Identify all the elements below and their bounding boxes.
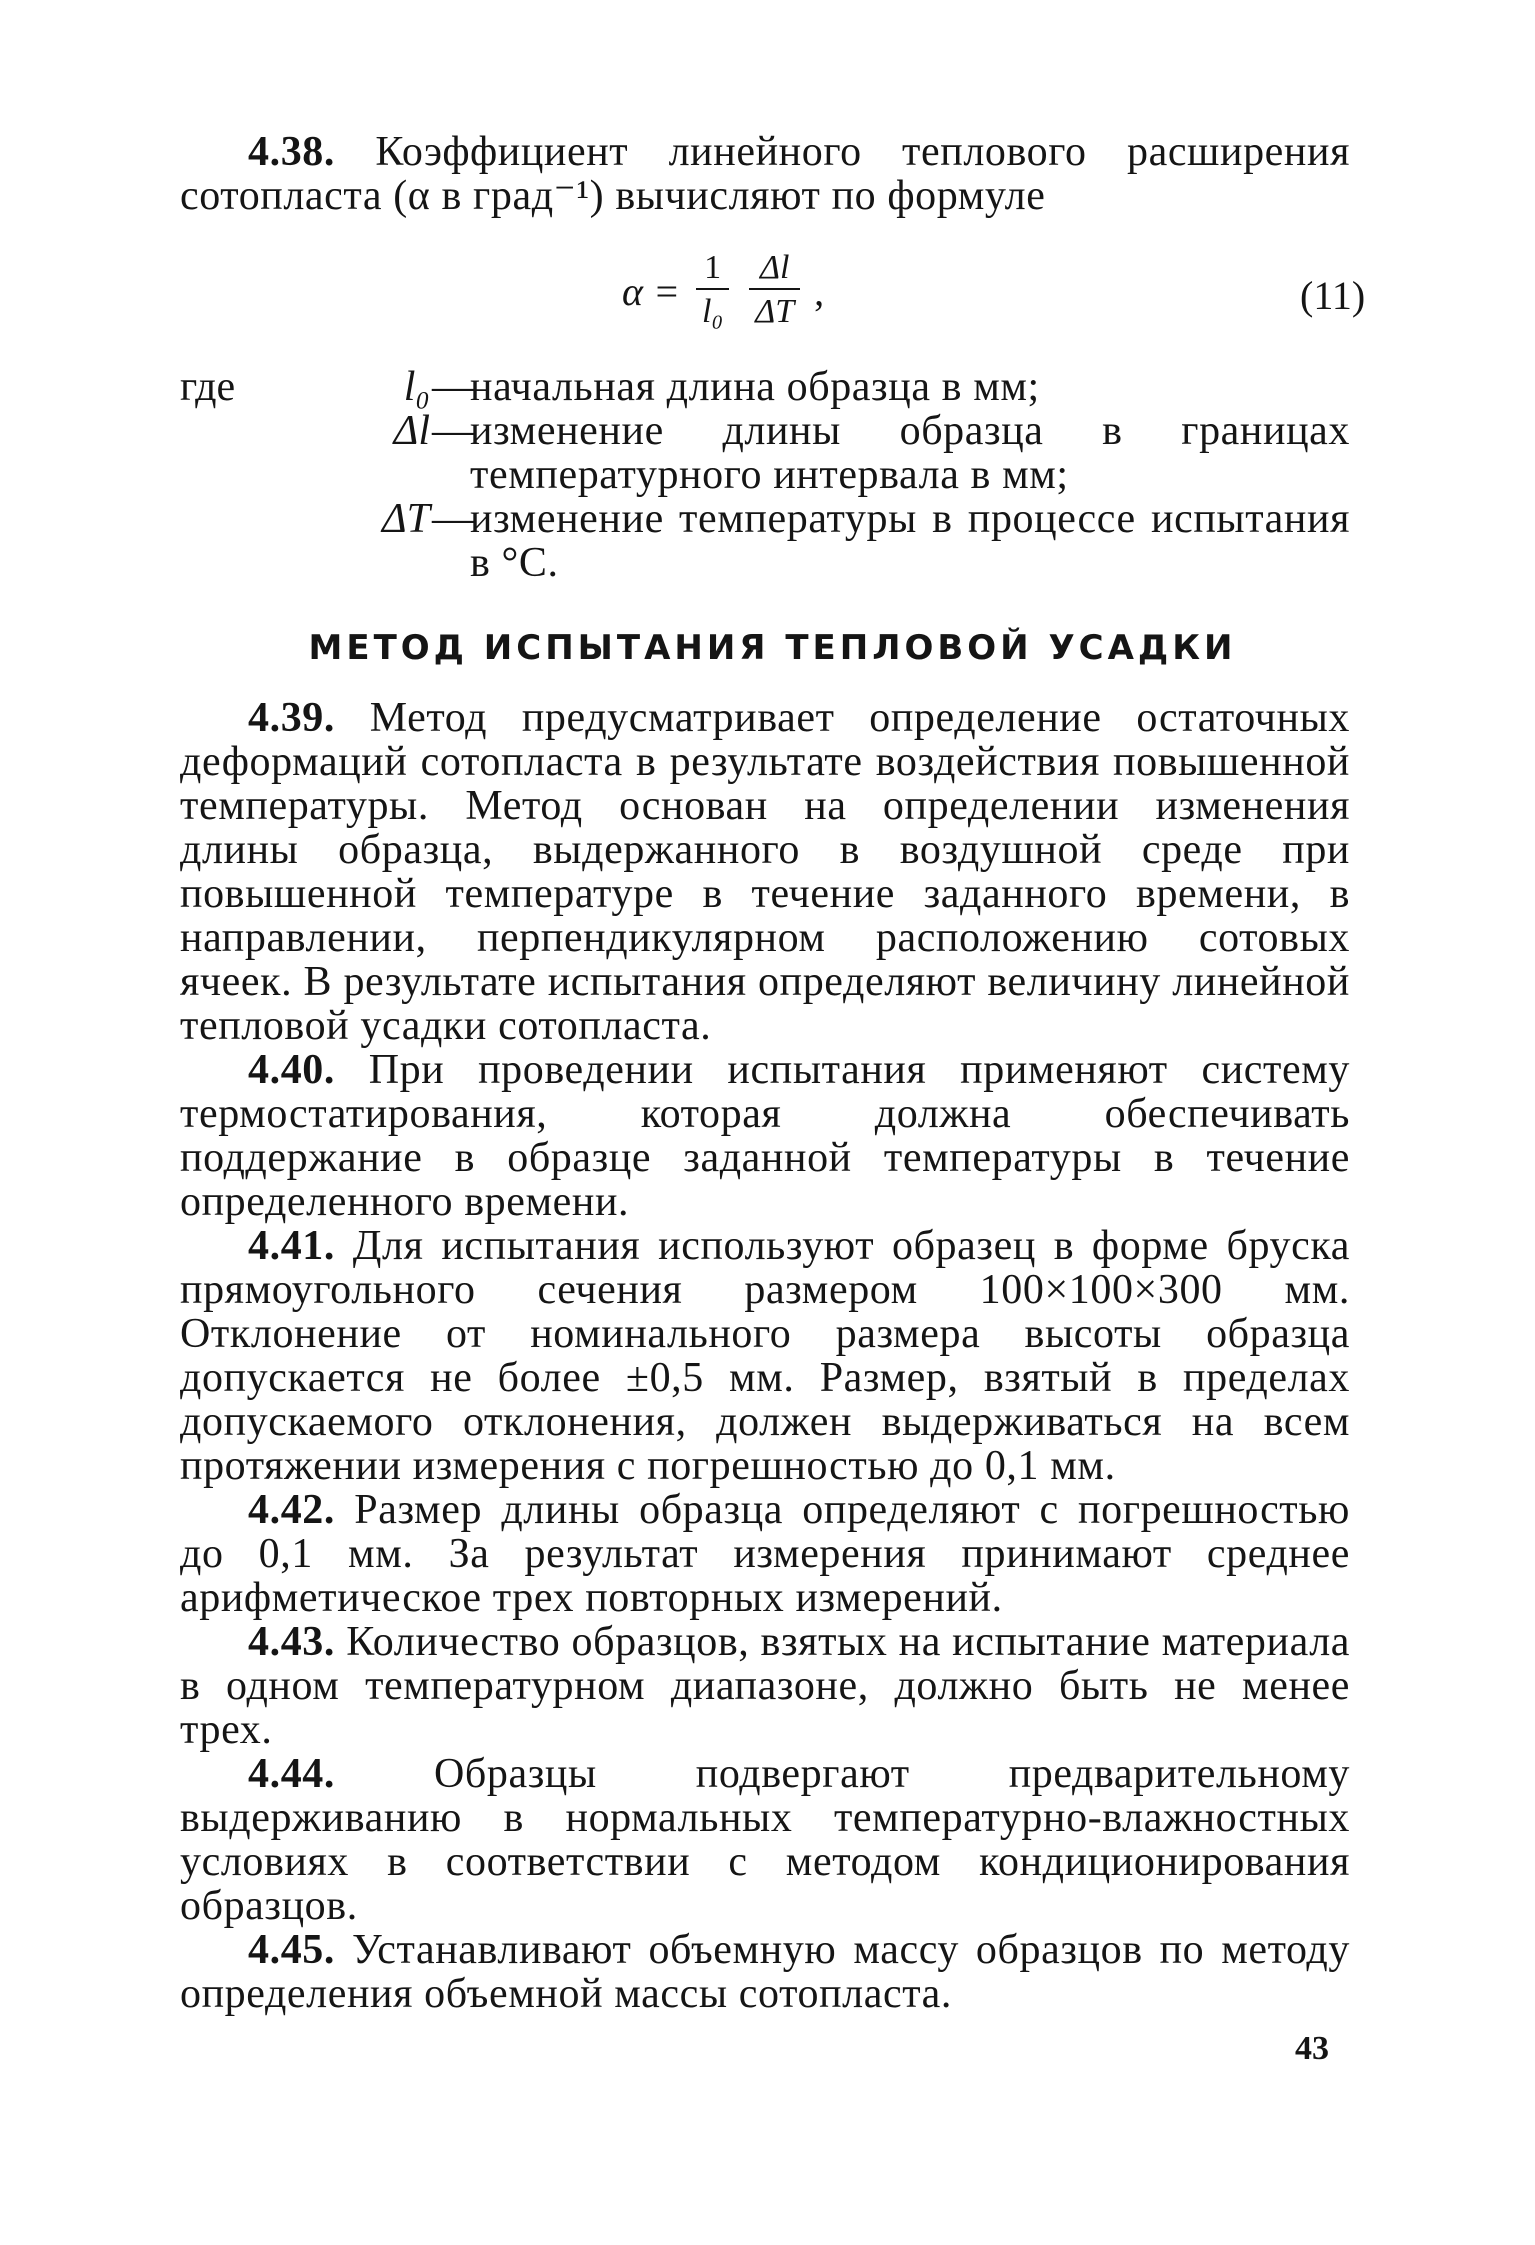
definition-l0 xyxy=(180,365,1350,409)
paragraph-4-40 xyxy=(180,1048,1350,1224)
equation-number: (11) xyxy=(1300,273,1366,318)
paragraph-number: 4.44. xyxy=(248,1751,335,1797)
paragraph-list xyxy=(180,696,1350,2016)
paragraph-4-44 xyxy=(180,1752,1350,1928)
paragraph-body: Метод предусматривает определение остаточных деформаций сотопласта в результате воздействия повышенной температуры. Метод основан на определении изменения длины образца, выдержанного в воздушной среде при повышенной температуре в течение заданного времени, в направлении, перпендикулярном расположению сотовых ячеек. В результате испытания определяют величину линейной тепловой усадки сотопласта. xyxy=(180,695,1350,1049)
definition-symbol: Δl xyxy=(393,408,430,454)
formula-lhs: α = xyxy=(622,268,680,314)
paragraph-body: Размер длины образца определяют с погрешностью до 0,1 мм. За результат измерения принимают среднее арифметическое трех повторных измерений. xyxy=(180,1487,1350,1621)
paragraph-body: Устанавливают объемную массу образцов по методу определения объемной массы сотопласта. xyxy=(180,1927,1350,2017)
formula xyxy=(622,236,824,346)
definition-dash: — xyxy=(432,364,474,410)
paragraph-4-39 xyxy=(180,696,1350,1048)
paragraph-text xyxy=(180,130,1350,218)
fraction-numerator: Δl xyxy=(760,249,790,286)
definition-dash: — xyxy=(432,408,474,454)
definition-text: изменение длины образца в границах температурного интервала в мм; xyxy=(470,408,1350,498)
paragraph-number: 4.39. xyxy=(248,695,335,741)
paragraph-number: 4.41. xyxy=(248,1223,335,1269)
paragraph-body: Коэффициент линейного теплового расширения сотопласта (α в град⁻¹) вычисляют по формуле xyxy=(180,129,1350,219)
fraction-one-over-l0 xyxy=(696,248,729,334)
paragraph-number: 4.40. xyxy=(248,1047,335,1093)
paragraph-4-45 xyxy=(180,1928,1350,2016)
paragraph-body: При проведении испытания применяют систему термостатирования, которая должна обеспечивать поддержание в образце заданной температуры в течение определенного времени. xyxy=(180,1047,1350,1225)
paragraph-body: Количество образцов, взятых на испытание материала в одном температурном диапазоне, должно быть не менее трех. xyxy=(180,1619,1350,1753)
definition-text: изменение температуры в процессе испытания в °С. xyxy=(470,496,1350,586)
paragraph-body: Образцы подвергают предварительному выдерживанию в нормальных температурно-влажностных условиях в соответствии с методом кондиционирования образцов. xyxy=(180,1751,1350,1929)
formula-block xyxy=(0,236,1535,356)
paragraph-body: Для испытания используют образец в форме бруска прямоугольного сечения размером 100×100×300 мм. Отклонение от номинального размера высоты образца допускается не более ±0,5 мм. Размер, взятый в пределах допускаемого отклонения, должен выдерживаться на всем протяжении измерения с погрешностью до 0,1 мм. xyxy=(180,1223,1350,1489)
formula-comma: , xyxy=(814,268,825,314)
page-number: 43 xyxy=(1295,2030,1329,2067)
section-title: МЕТОД ИСПЫТАНИЯ ТЕПЛОВОЙ УСАДКИ xyxy=(308,628,1237,668)
paragraph-4-41 xyxy=(180,1224,1350,1488)
paragraph-4-38 xyxy=(180,130,1350,218)
paragraph-number: 4.42. xyxy=(248,1487,335,1533)
definition-text: начальная длина образца в мм; xyxy=(470,364,1040,410)
fraction-dl-over-dt xyxy=(749,248,800,334)
paragraph-4-43 xyxy=(180,1620,1350,1752)
paragraph-number: 4.38. xyxy=(248,129,335,175)
definition-dash: — xyxy=(432,496,474,542)
where-label: где xyxy=(180,364,236,410)
fraction-denominator: l₀ xyxy=(702,293,724,330)
definition-symbol: ΔT xyxy=(381,496,430,542)
fraction-denominator: ΔT xyxy=(755,293,795,330)
fraction-numerator: 1 xyxy=(704,249,722,286)
definition-delta-l xyxy=(180,409,1350,497)
paragraph-number: 4.43. xyxy=(248,1619,335,1665)
paragraph-4-42 xyxy=(180,1488,1350,1620)
definition-symbol: l₀ xyxy=(403,364,430,410)
paragraph-number: 4.45. xyxy=(248,1927,335,1973)
definition-delta-t xyxy=(180,497,1350,585)
